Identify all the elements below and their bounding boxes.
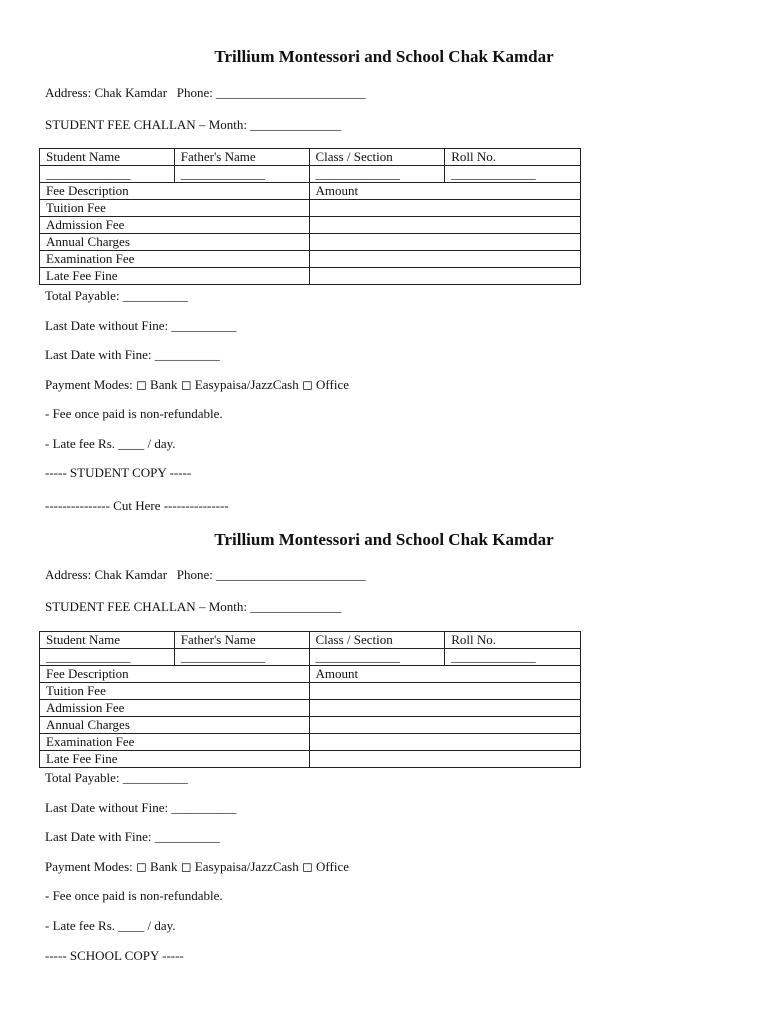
fee-item-label: Late Fee Fine <box>40 751 310 768</box>
fee-row <box>40 200 581 217</box>
fee-amount-cell <box>309 234 581 251</box>
fee-row <box>40 234 581 251</box>
amount-header: Amount <box>309 183 581 200</box>
note-late-fee: - Late fee Rs. ____ / day. <box>45 918 176 933</box>
fee-item-label: Admission Fee <box>40 217 310 234</box>
blank-entry-row <box>40 166 581 183</box>
fee-table <box>39 148 581 285</box>
header-roll-no: Roll No. <box>445 632 581 649</box>
fee-amount-cell <box>309 734 581 751</box>
fee-row <box>40 751 581 768</box>
last-date-without-fine: Last Date without Fine: __________ <box>45 800 237 815</box>
fee-row <box>40 268 581 285</box>
fee-amount-cell <box>309 751 581 768</box>
fee-item-label: Late Fee Fine <box>40 268 310 285</box>
total-payable: Total Payable: __________ <box>45 288 188 303</box>
copy-label: ----- STUDENT COPY ----- <box>45 465 192 480</box>
table-header-row <box>40 149 581 166</box>
fee-amount-cell <box>309 268 581 285</box>
fee-item-label: Tuition Fee <box>40 683 310 700</box>
payment-modes: Payment Modes: ◻ Bank ◻ Easypaisa/JazzCash ◻ Office <box>45 859 349 874</box>
fee-amount-cell <box>309 700 581 717</box>
fee-item-label: Annual Charges <box>40 717 310 734</box>
fee-item-label: Annual Charges <box>40 234 310 251</box>
student-name-blank: _____________ <box>40 166 175 183</box>
school-title: Trillium Montessori and School Chak Kamdar <box>214 530 554 549</box>
note-non-refundable: - Fee once paid is non-refundable. <box>45 888 223 903</box>
class-section-blank: _____________ <box>309 166 445 183</box>
fee-description-header: Fee Description <box>40 666 310 683</box>
roll-no-blank: _____________ <box>445 649 581 666</box>
copy-label: ----- SCHOOL COPY ----- <box>45 948 184 963</box>
payment-modes: Payment Modes: ◻ Bank ◻ Easypaisa/JazzCash ◻ Office <box>45 377 349 392</box>
fee-amount-cell <box>309 217 581 234</box>
fee-row <box>40 217 581 234</box>
fee-row <box>40 734 581 751</box>
amount-header: Amount <box>309 666 581 683</box>
address-line: Address: Chak Kamdar Phone: _______________________ <box>45 567 366 582</box>
fee-item-label: Examination Fee <box>40 734 310 751</box>
fathers-name-blank: _____________ <box>174 649 309 666</box>
blank-entry-row <box>40 649 581 666</box>
fee-amount-cell <box>309 200 581 217</box>
header-student-name: Student Name <box>40 632 175 649</box>
fee-row <box>40 683 581 700</box>
student-name-blank: _____________ <box>40 649 175 666</box>
note-non-refundable: - Fee once paid is non-refundable. <box>45 406 223 421</box>
header-roll-no: Roll No. <box>445 149 581 166</box>
table-header-row <box>40 632 581 649</box>
fee-amount-cell <box>309 251 581 268</box>
fee-amount-cell <box>309 683 581 700</box>
header-fathers-name: Father's Name <box>174 632 309 649</box>
fathers-name-blank: _____________ <box>174 166 309 183</box>
fee-item-label: Examination Fee <box>40 251 310 268</box>
last-date-with-fine: Last Date with Fine: __________ <box>45 829 220 844</box>
address-line: Address: Chak Kamdar Phone: _______________________ <box>45 85 366 100</box>
header-student-name: Student Name <box>40 149 175 166</box>
header-class-section: Class / Section <box>309 632 445 649</box>
last-date-without-fine: Last Date without Fine: __________ <box>45 318 237 333</box>
fee-description-header: Fee Description <box>40 183 310 200</box>
header-fathers-name: Father's Name <box>174 149 309 166</box>
note-late-fee: - Late fee Rs. ____ / day. <box>45 436 176 451</box>
fee-header-row <box>40 666 581 683</box>
fee-row <box>40 717 581 734</box>
challan-month-line: STUDENT FEE CHALLAN – Month: ______________ <box>45 599 342 614</box>
cut-here-line: --------------- Cut Here --------------- <box>45 498 229 513</box>
fee-header-row <box>40 183 581 200</box>
last-date-with-fine: Last Date with Fine: __________ <box>45 347 220 362</box>
school-title: Trillium Montessori and School Chak Kamdar <box>214 47 554 66</box>
challan-month-line: STUDENT FEE CHALLAN – Month: ______________ <box>45 117 342 132</box>
fee-item-label: Tuition Fee <box>40 200 310 217</box>
fee-row <box>40 700 581 717</box>
class-section-blank: _____________ <box>309 649 445 666</box>
header-class-section: Class / Section <box>309 149 445 166</box>
total-payable: Total Payable: __________ <box>45 770 188 785</box>
roll-no-blank: _____________ <box>445 166 581 183</box>
fee-amount-cell <box>309 717 581 734</box>
fee-table <box>39 631 581 768</box>
fee-row <box>40 251 581 268</box>
fee-item-label: Admission Fee <box>40 700 310 717</box>
